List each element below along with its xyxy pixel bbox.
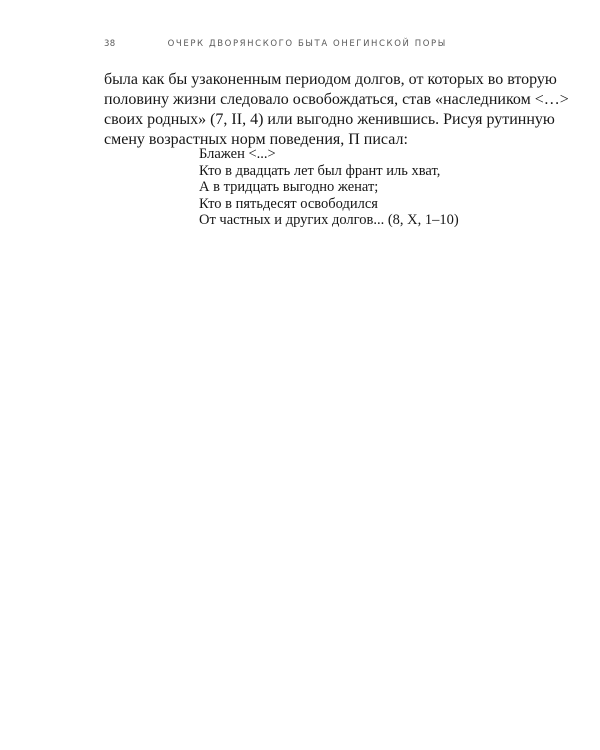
page-number: 38 bbox=[104, 39, 116, 49]
running-title: ОЧЕРК ДВОРЯНСКОГО БЫТА ОНЕГИНСКОЙ ПОРЫ bbox=[167, 39, 447, 49]
verse-quotation bbox=[199, 146, 459, 229]
paragraph-line: половину жизни следовало освобождаться, став «наследником <…> bbox=[104, 91, 569, 108]
verse-line: От частных и других долгов... (8, X, 1–10) bbox=[199, 212, 459, 229]
verse-line: А в тридцать выгодно женат; bbox=[199, 179, 379, 196]
paragraph-line: своих родных» (7, II, 4) или выгодно женившись. Рисуя рутинную bbox=[104, 111, 555, 128]
body-paragraph bbox=[104, 70, 569, 150]
paragraph-line: смену возрастных норм поведения, П писал: bbox=[104, 131, 408, 148]
verse-line: Кто в пятьдесят освободился bbox=[199, 195, 378, 212]
paragraph-line: была как бы узаконенным периодом долгов, от которых во вторую bbox=[104, 71, 557, 88]
verse-line: Кто в двадцать лет был франт иль хват, bbox=[199, 162, 441, 179]
running-header bbox=[104, 37, 510, 51]
verse-line: Блажен <...> bbox=[199, 146, 276, 162]
